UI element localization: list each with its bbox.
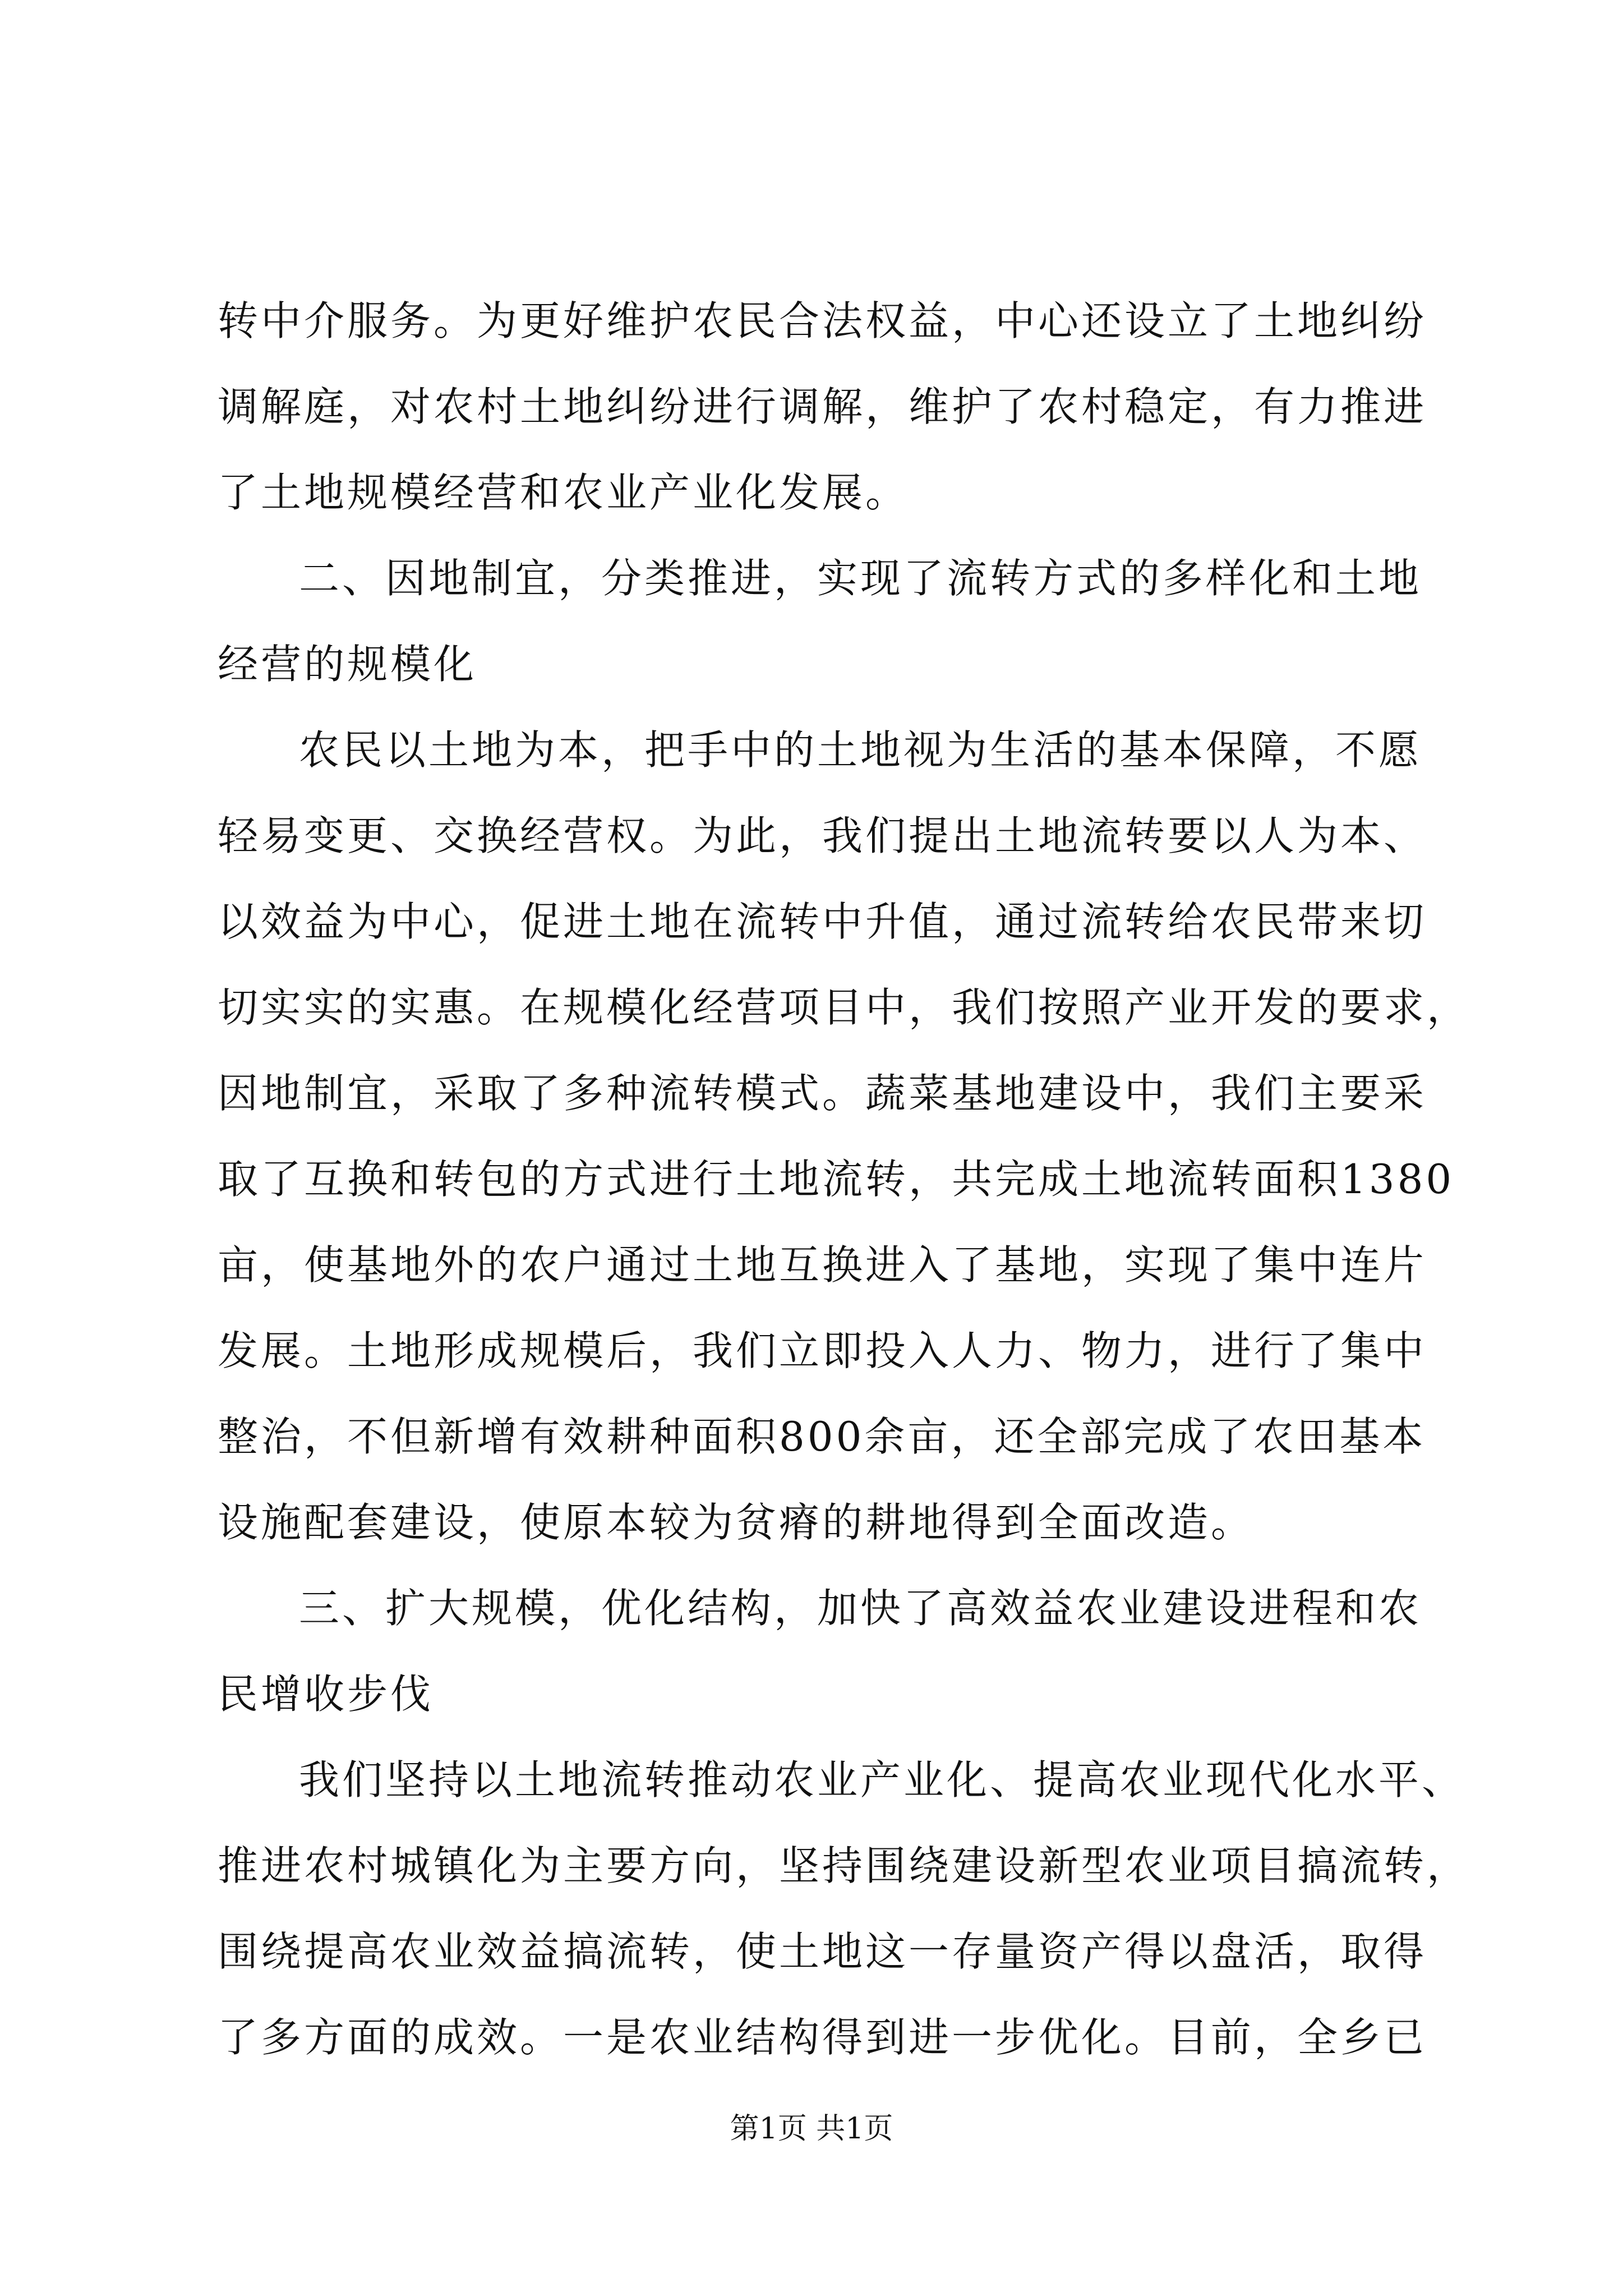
text-line-2: 调解庭，对农村土地纠纷进行调解，维护了农村稳定，有力推进 (218, 383, 1427, 430)
section-heading-3-line-1: 三、扩大规模，优化结构，加快了高效益农业建设进程和农 (299, 1585, 1422, 1632)
text-line-15: 设施配套建设，使原本较为贫瘠的耕地得到全面改造。 (218, 1499, 1255, 1546)
text-line-21: 了多方面的成效。一是农业结构得到进一步优化。目前，全乡已 (218, 2014, 1427, 2061)
text-line-18: 我们坚持以土地流转推动农业产业化、提高农业现代化水平、 (299, 1756, 1465, 1803)
text-line-3: 了土地规模经营和农业产业化发展。 (218, 469, 909, 516)
text-line-1: 转中介服务。为更好维护农民合法权益，中心还设立了土地纠纷 (218, 297, 1427, 344)
text-line-9: 切实实的实惠。在规模化经营项目中，我们按照产业开发的要求， (218, 984, 1470, 1031)
text-line-7: 轻易变更、交换经营权。为此，我们提出土地流转要以人为本、 (218, 812, 1427, 859)
text-line-12: 亩，使基地外的农户通过土地互换进入了基地，实现了集中连片 (218, 1241, 1427, 1289)
section-heading-2-line-2: 经营的规模化 (218, 641, 477, 688)
text-line-8: 以效益为中心，促进土地在流转中升值，通过流转给农民带来切 (218, 898, 1427, 945)
page-footer: 第1页 共1页 (730, 2112, 893, 2146)
text-line-14: 整治，不但新增有效耕种面积800余亩，还全部完成了农田基本 (218, 1413, 1426, 1460)
text-line-13: 发展。土地形成规模后，我们立即投入人力、物力，进行了集中 (218, 1327, 1427, 1374)
text-line-10: 因地制宜，采取了多种流转模式。蔬菜基地建设中，我们主要采 (218, 1070, 1427, 1117)
text-line-6: 农民以土地为本，把手中的土地视为生活的基本保障，不愿 (299, 726, 1422, 774)
text-line-20: 围绕提高农业效益搞流转，使土地这一存量资产得以盘活，取得 (218, 1928, 1427, 1975)
section-heading-3-line-2: 民增收步伐 (218, 1671, 434, 1718)
text-line-11: 取了互换和转包的方式进行土地流转，共完成土地流转面积1380 (218, 1156, 1455, 1203)
section-heading-2-line-1: 二、因地制宜，分类推进，实现了流转方式的多样化和土地 (299, 555, 1422, 602)
text-line-19: 推进农村城镇化为主要方向，坚持围绕建设新型农业项目搞流转， (218, 1842, 1470, 1889)
